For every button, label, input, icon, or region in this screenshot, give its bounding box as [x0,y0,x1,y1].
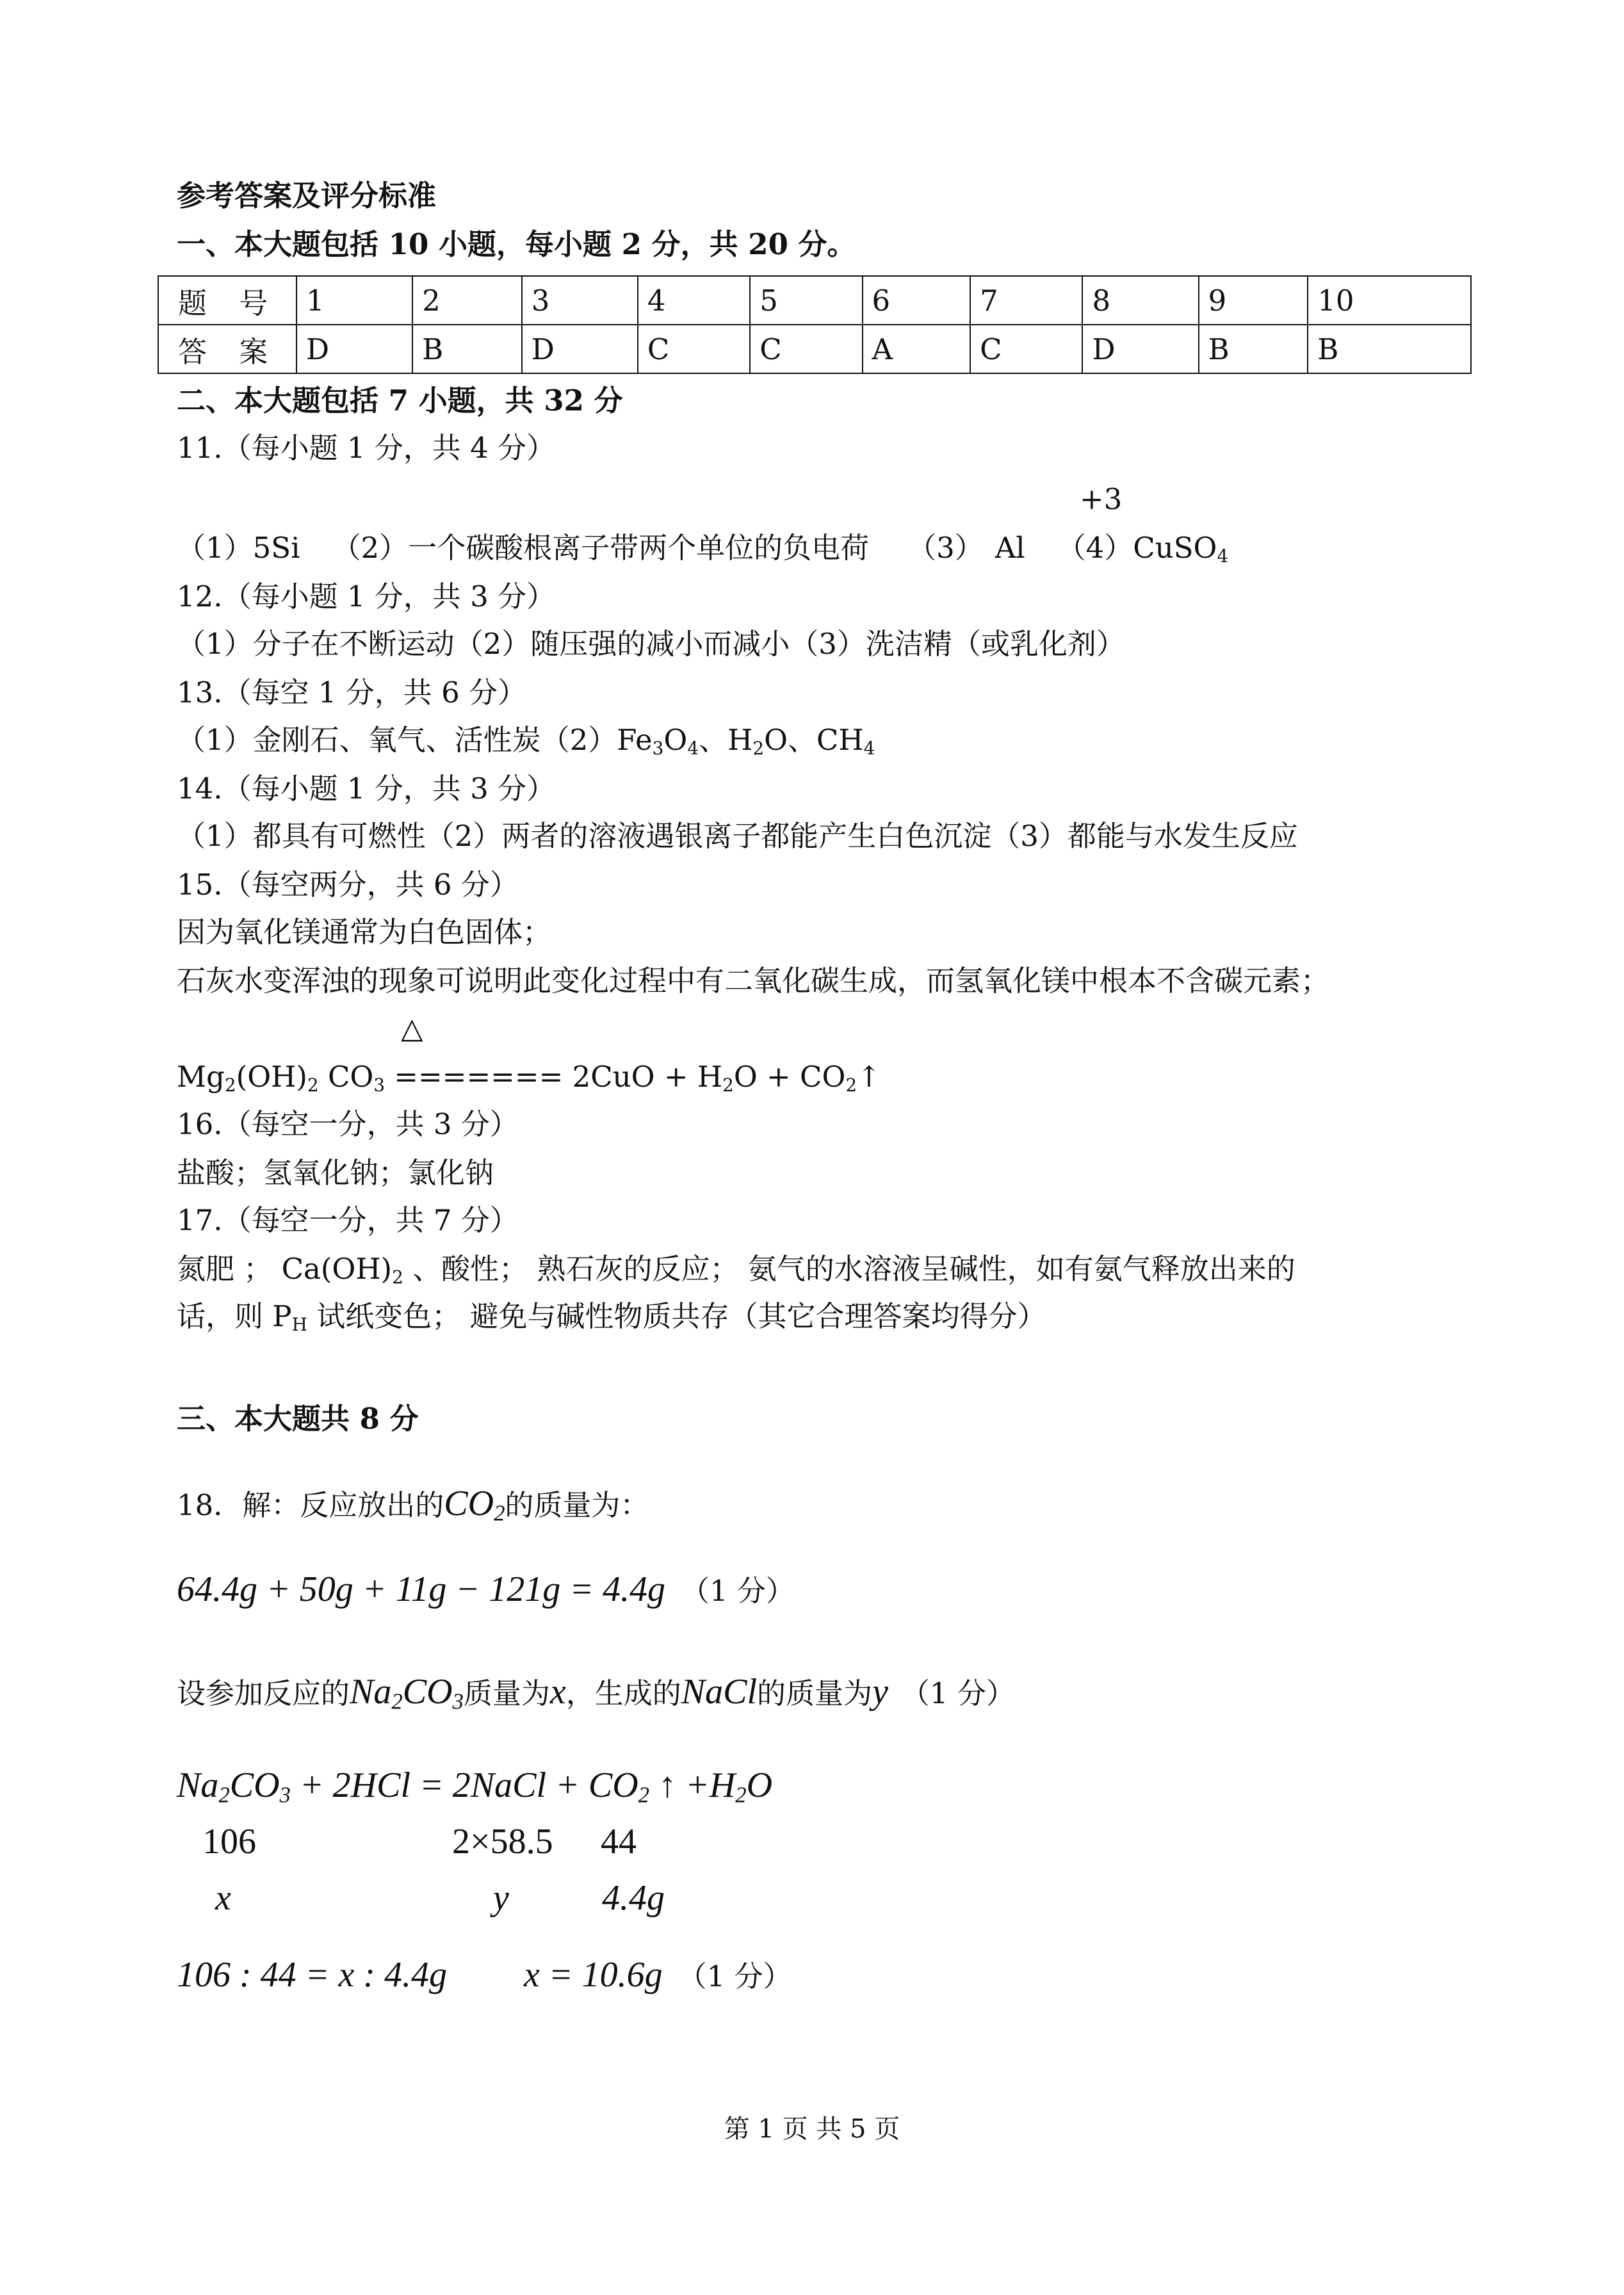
formula-text: +H [685,1765,736,1805]
formula-text: CO [402,1672,453,1712]
q15-line-1: 因为氧化镁通常为白色固体； [177,915,552,949]
assume-text: ，生成的 [565,1676,681,1710]
subscript: 2 [494,1500,505,1526]
q17-text: 、酸性； 熟石灰的反应； 氨气的水溶液呈碱性，如有氨气释放出来的 [403,1252,1295,1286]
table-cell: 4 [638,276,750,325]
heat-symbol: △ [401,1011,423,1045]
q11-answer-2: （2）一个碳酸根离子带两个单位的负电荷 [332,531,870,565]
q13-text: 、H [699,723,753,757]
reaction-formula [177,1765,773,1808]
subscript: 2 [391,1689,403,1714]
table-cell: 6 [863,276,971,325]
subscript: 3 [373,1074,386,1096]
eq-text: Mg [177,1060,225,1094]
subscript: 3 [279,1782,291,1808]
subscript: 4 [1217,545,1229,567]
formula-text: Na [177,1765,219,1805]
q14-heading: 14.（每小题 1 分，共 3 分） [177,772,556,806]
table-cell: 9 [1199,276,1308,325]
molar-mass-1: 106 [202,1822,256,1861]
q18-intro [177,1484,649,1525]
q11-charge-label: +3 [1080,482,1123,516]
section1-heading: 一、本大题包括 10 小题，每小题 2 分，共 20 分。 [177,227,856,261]
q18-text: 的质量为： [505,1488,649,1522]
q11-al: Al [995,531,1025,565]
ratio-expression: 106 : 44 = x : 4.4g [177,1955,447,1995]
table-cell: 5 [750,276,862,325]
table-cell: B [1199,325,1308,373]
answer-table [158,275,1472,374]
subscript: 2 [638,1782,650,1808]
table-cell: D [296,325,412,373]
q17-text: 氮肥 ； Ca(OH) [177,1252,393,1286]
q17-text: 话，则 P [177,1299,292,1333]
table-row-numbers [158,276,1471,325]
q11-answer-1: （1）5Si [177,531,300,565]
q13-text: （1）金刚石、氧气、活性炭（2）Fe [177,723,653,757]
assume-text: 质量为 [463,1676,550,1710]
q11-answer-4: （4）CuSO [1057,531,1217,565]
q11-heading: 11.（每小题 1 分，共 4 分） [177,431,556,465]
formula-text: O [746,1765,773,1805]
q11-answer [177,529,1228,567]
section2-heading: 二、本大题包括 7 小题，共 32 分 [177,384,623,418]
q17-heading: 17.（每空一分，共 7 分） [177,1203,519,1237]
calc-expression: 64.4g + 50g + 11g − 121g = 4.4g [177,1569,665,1609]
eq-text: ======= 2CuO + H [385,1060,723,1094]
score-note: （1 分） [678,1959,792,1993]
table-cell: 2 [412,276,522,325]
document-title: 参考答案及评分标准 [177,179,437,213]
q15-equation [177,1058,881,1096]
q12-heading: 12.（每小题 1 分，共 3 分） [177,580,556,613]
table-cell: D [522,325,638,373]
assume-text: 的质量为 [757,1676,873,1710]
subscript: 2 [218,1782,230,1808]
q18-text: 18．解：反应放出的 [177,1488,444,1522]
table-cell: 7 [970,276,1082,325]
molar-mass-3: 44 [601,1822,637,1861]
known-mass: 4.4g [602,1878,665,1918]
table-cell: C [638,325,750,373]
q15-heading: 15.（每空两分，共 6 分） [177,868,519,902]
subscript: 2 [392,1266,403,1288]
table-cell: A [863,325,971,373]
q14-answer: （1）都具有可燃性（2）两者的溶液遇银离子都能产生白色沉淀（3）都能与水发生反应 [177,819,1298,853]
q17-text: 试纸变色； 避免与碱性物质共存（其它合理答案均得分） [307,1299,1046,1333]
assume-text: 设参加反应的 [177,1676,350,1710]
q13-text: O [663,723,688,757]
reaction-equation [177,1766,772,1806]
nacl-formula: NaCl [681,1672,758,1712]
subscript: 2 [224,1074,236,1096]
formula-text: CO [444,1484,494,1523]
assumption-line [177,1673,1015,1713]
eq-text: O + CO [733,1060,846,1094]
subscript: 2 [752,737,765,759]
mass-calculation [177,1570,795,1610]
table-cell: 10 [1308,276,1471,325]
eq-text: CO [318,1060,374,1094]
up-arrow-icon: ↑ [649,1765,686,1805]
q13-answer [177,721,875,759]
table-cell: C [970,325,1082,373]
eq-text: (OH) [236,1060,307,1094]
co2-formula [444,1484,505,1526]
q17-line-2 [177,1297,1046,1336]
subscript: 4 [863,737,875,759]
unknown-y: y [493,1878,509,1918]
table-cell: 8 [1082,276,1198,325]
formula-text: Na [350,1672,392,1712]
var-y: y [872,1672,888,1712]
table-cell: D [1082,325,1198,373]
q16-heading: 16.（每空一分，共 3 分） [177,1107,519,1141]
ratio-line [177,1956,792,1996]
unknown-x: x [215,1878,231,1918]
score-note: （1 分） [900,1676,1015,1710]
formula-text: CO [229,1765,280,1805]
page-footer: 第 1 页 共 5 页 [724,2114,900,2144]
formula-text: + 2HCl = 2NaCl + CO [290,1765,638,1805]
table-cell: B [412,325,522,373]
subscript: 3 [452,1689,464,1714]
subscript: 3 [652,737,664,759]
subscript: 2 [722,1074,734,1096]
subscript: 2 [307,1074,319,1096]
subscript: 2 [735,1782,747,1808]
q16-answer: 盐酸；氢氧化钠；氯化钠 [177,1156,494,1190]
table-cell: C [750,325,862,373]
section3-heading: 三、本大题共 8 分 [177,1402,419,1436]
up-arrow-icon: ↑ [857,1060,881,1094]
q11-answer-3: （3） [907,531,984,565]
table-cell: B [1308,325,1471,373]
molar-mass-2: 2×58.5 [452,1822,553,1861]
table-cell: 3 [522,276,638,325]
table-cell: 1 [296,276,412,325]
table-row-answers [158,325,1471,373]
q15-line-2: 石灰水变浑浊的现象可说明此变化过程中有二氧化碳生成，而氢氧化镁中根本不含碳元素； [177,964,1330,998]
var-x: x [549,1672,566,1712]
subscript: 4 [687,737,699,759]
q17-line-1 [177,1250,1295,1288]
result-expression: x = 10.6g [523,1955,663,1995]
score-note: （1 分） [681,1574,795,1608]
row-label-number: 题 号 [158,276,296,325]
subscript: 2 [845,1074,857,1096]
q12-answer: （1）分子在不断运动（2）随压强的减小而减小（3）洗洁精（或乳化剂） [177,627,1125,661]
q13-text: O、CH [764,723,864,757]
na2co3-formula [350,1672,464,1712]
row-label-answer: 答 案 [158,325,296,373]
q13-heading: 13.（每空 1 分，共 6 分） [177,676,527,710]
subscript: H [291,1313,307,1335]
